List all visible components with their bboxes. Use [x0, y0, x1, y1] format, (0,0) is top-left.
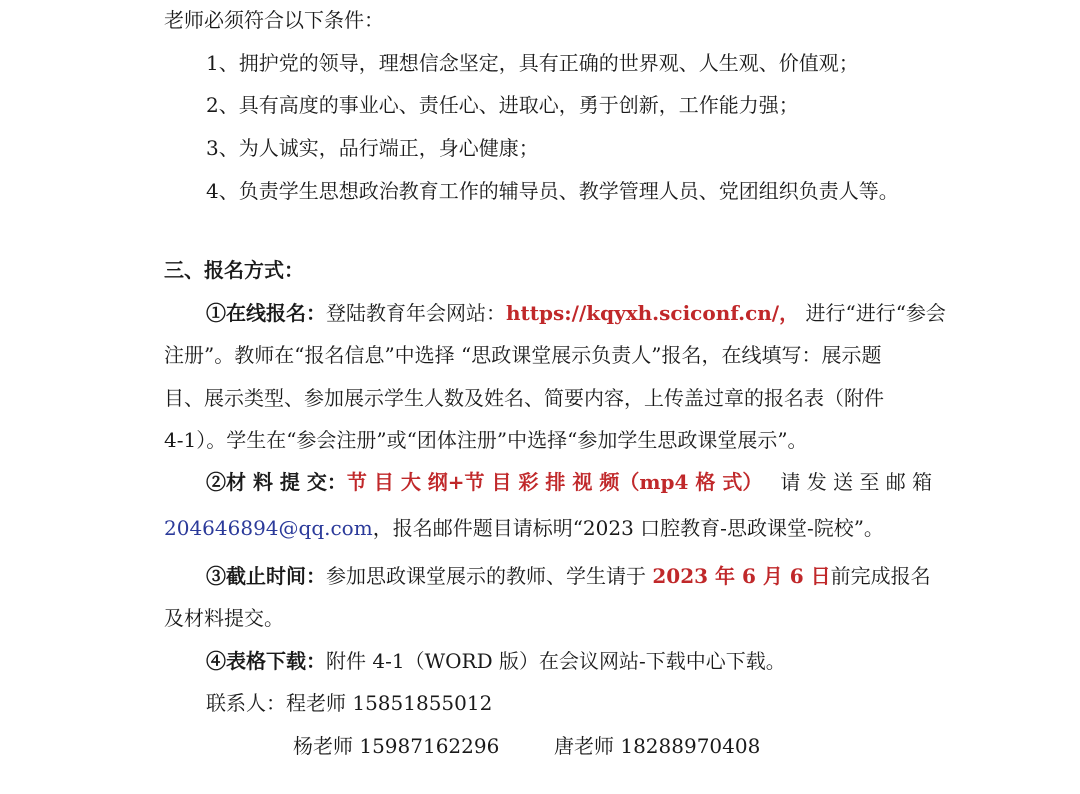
condition-1: 1、拥护党的领导，理想信念坚定，具有正确的世界观、人生观、价值观；: [206, 51, 859, 75]
item3-line1: [206, 562, 931, 590]
item2-line2-post: ，报名邮件题目请标明“2023 口腔教育-思政课堂-院校”。: [372, 516, 884, 540]
item1-line3: 目、展示类型、参加展示学生人数及姓名、简要内容，上传盖过章的报名表（附件: [164, 386, 884, 410]
condition-3: 3、为人诚实，品行端正，身心健康；: [206, 136, 539, 160]
condition-4: 4、负责学生思想政治教育工作的辅导员、教学管理人员、党团组织负责人等。: [206, 179, 899, 203]
contact-yang: 杨老师 15987162296: [293, 734, 500, 758]
item1-line2: 注册”。教师在“报名信息”中选择 “思政课堂展示负责人”报名，在线填写：展示题: [164, 343, 882, 367]
item4-line1: [206, 647, 786, 675]
item3-post: 前完成报名: [830, 564, 931, 588]
item2-line2: [164, 514, 884, 542]
contact-tang: 唐老师 18288970408: [554, 734, 761, 758]
item3-label: ③截止时间：: [206, 564, 326, 588]
item1-post: 进行“进行“参会: [799, 301, 946, 325]
intro-text: 老师必须符合以下条件：: [164, 8, 384, 32]
item4-text: 附件 4-1（WORD 版）在会议网站-下载中心下载。: [326, 649, 786, 673]
item3-line2: 及材料提交。: [164, 606, 284, 630]
item1-label: ①在线报名：: [206, 301, 326, 325]
deadline-date: 2023 年 6 月 6 日: [652, 564, 831, 588]
item3-pre: 参加思政课堂展示的教师、学生请于: [326, 564, 653, 588]
contact-cheng: 程老师 15851855012: [286, 691, 493, 715]
item2-label: ②材 料 提 交：: [206, 470, 347, 494]
item4-label: ④表格下载：: [206, 649, 326, 673]
item2-line1: [206, 468, 932, 496]
email-link[interactable]: 204646894@qq.com: [164, 516, 373, 540]
item1-line4: 4-1）。学生在“参会注册”或“团体注册”中选择“参加学生思政课堂展示”。: [164, 428, 808, 452]
item1-line1: [206, 299, 946, 327]
condition-2: 2、具有高度的事业心、责任心、进取心，勇于创新，工作能力强；: [206, 93, 799, 117]
item1-pre: 登陆教育年会网站：: [326, 301, 506, 325]
contacts-label: 联系人：: [206, 691, 286, 715]
conference-url-link[interactable]: https://kqyxh.sciconf.cn/，: [506, 301, 800, 325]
section-title: 三、报名方式：: [164, 258, 304, 282]
item2-materials: 节 目 大 纲+节 目 彩 排 视 频（mp4 格 式）: [346, 470, 763, 494]
item2-post: 请 发 送 至 邮 箱: [780, 470, 933, 494]
contacts-line1: [206, 689, 492, 717]
